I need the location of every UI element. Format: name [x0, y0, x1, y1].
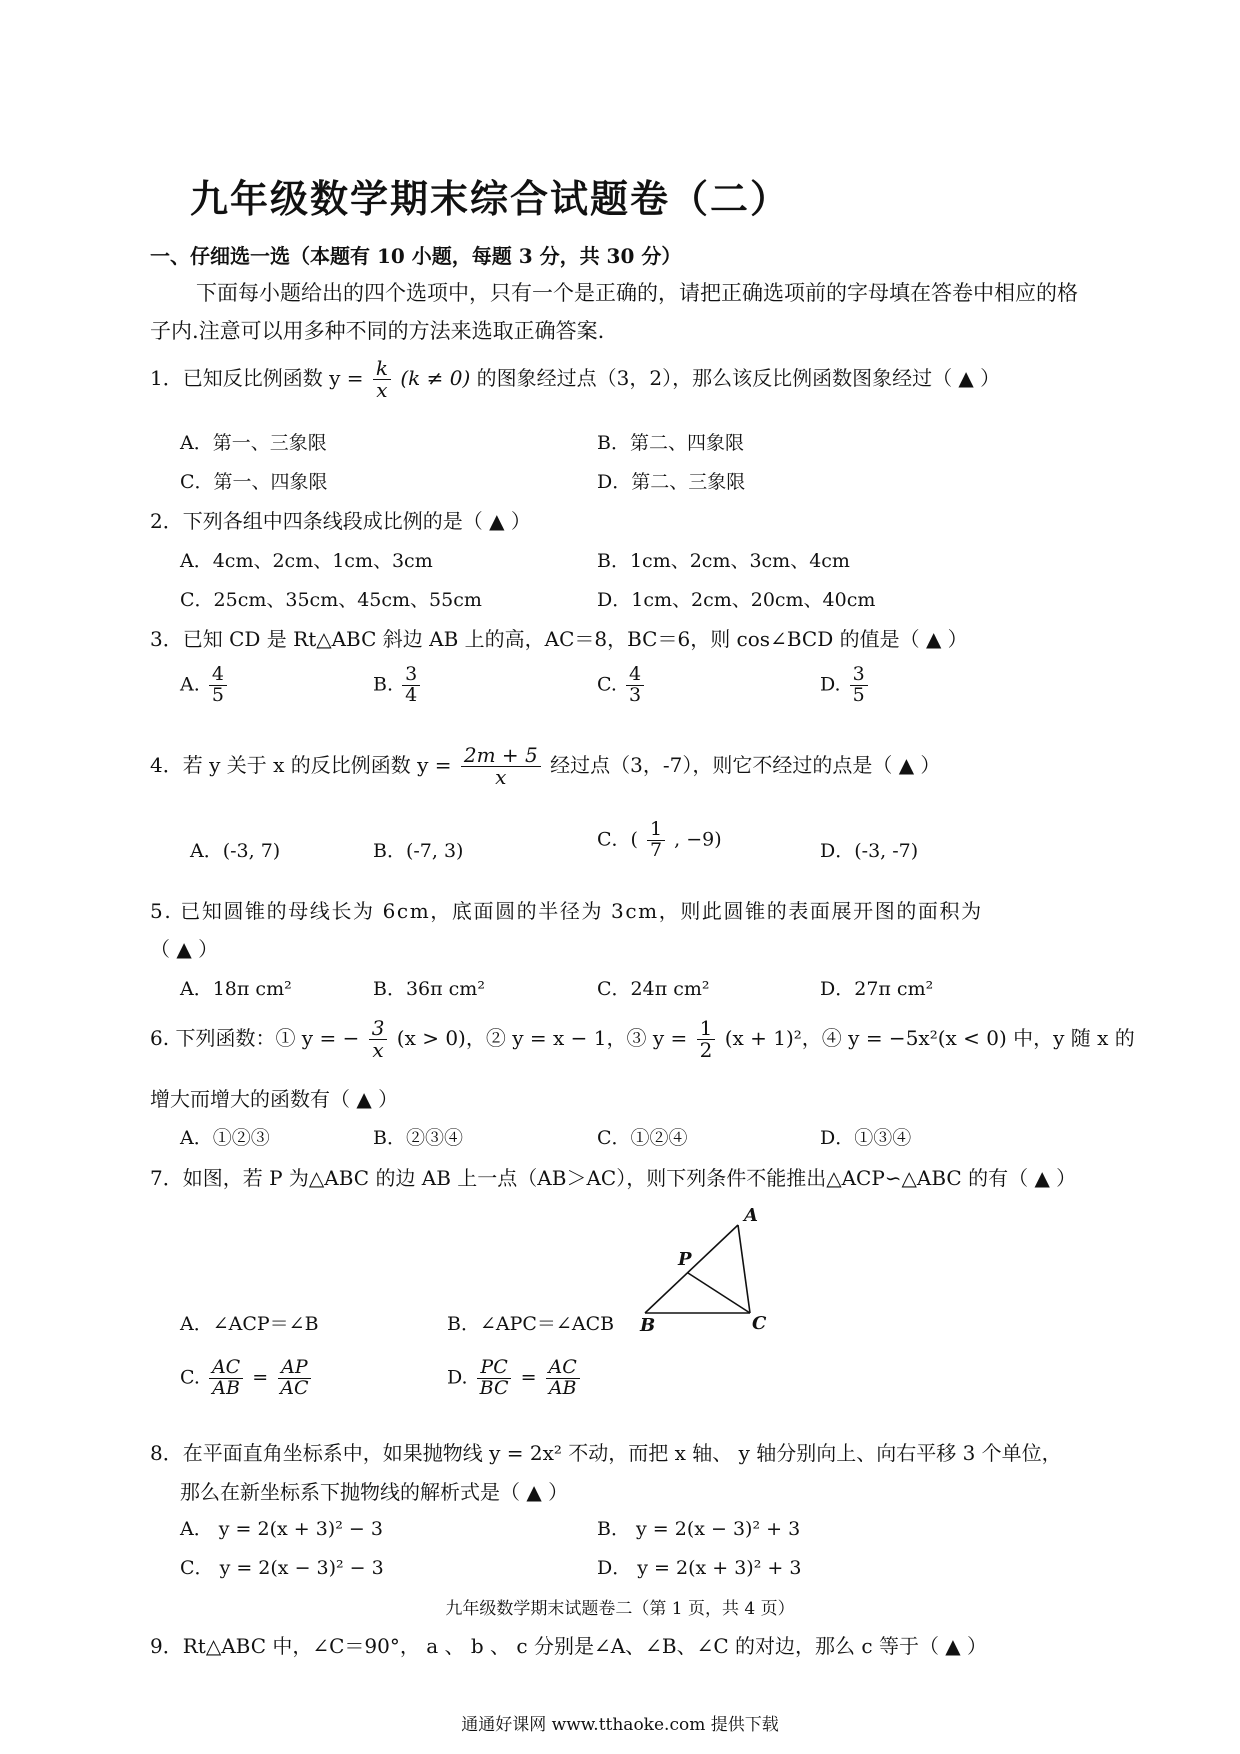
question-2: 2．下列各组中四条线段成比例的是（ ▲ ） [150, 509, 531, 533]
q7-option-c [180, 1358, 315, 1399]
option-label: D. [447, 1366, 468, 1389]
q4-option-a: A．(-3, 7) [190, 840, 281, 862]
segment-pc [688, 1273, 750, 1313]
frac-denominator: 2 [699, 1038, 713, 1062]
page-footer: 九年级数学期末试题卷二（第 1 页，共 4 页） [445, 1599, 795, 1619]
question-6-part1: 6. 下列函数：① y = − [150, 1026, 360, 1050]
q3-option-d [820, 665, 871, 706]
frac-denominator: 5 [211, 683, 224, 706]
q8-option-a: A． y = 2(x + 3)² − 3 [180, 1518, 383, 1540]
q7-option-d [447, 1358, 583, 1399]
q3-option-a [180, 665, 230, 706]
question-6-line2: 增大而增大的函数有（ ▲ ） [150, 1087, 399, 1111]
q2-option-d: D．1cm、2cm、20cm、40cm [597, 589, 876, 611]
question-4-pre: 4．若 y 关于 x 的反比例函数 y = [150, 753, 452, 777]
question-6-part3: (x + 1)²，④ y = −5x²(x < 0) 中，y 随 x 的 [724, 1026, 1135, 1050]
option-label: A. [180, 673, 200, 696]
section-intro-line1: 下面每小题给出的四个选项中，只有一个是正确的，请把正确选项前的字母填在答卷中相应的格 [196, 281, 1078, 305]
vertex-label-p: P [678, 1249, 692, 1270]
frac-numerator: AC [209, 1358, 243, 1379]
option-fraction [626, 665, 644, 706]
source-credit: 通通好课网 www.tthaoke.com 提供下载 [461, 1715, 779, 1735]
question-9: 9．Rt△ABC 中，∠C＝90°， a 、 b 、 c 分别是∠A、∠B、∠C 的对边，那么 c 等于（ ▲ ） [150, 1634, 988, 1658]
question-4-fraction [461, 745, 541, 788]
question-3: 3．已知 CD 是 Rt△ABC 斜边 AB 上的高，AC＝8，BC＝6，则 cos∠BCD 的值是（ ▲ ） [150, 627, 968, 651]
section-intro-line2: 子内.注意可以用多种不同的方法来选取正确答案. [150, 319, 605, 343]
frac-denominator: BC [479, 1376, 509, 1399]
frac-denominator: 7 [650, 838, 663, 861]
frac-denominator: AC [280, 1376, 309, 1399]
q5-option-d: D．27π cm² [820, 978, 934, 1000]
question-1-fraction [373, 358, 391, 401]
frac-numerator: k [373, 358, 391, 380]
option-label: D. [820, 673, 841, 696]
q3-option-c [597, 665, 647, 706]
question-1-post: 的图象经过点（3，2），那么该反比例函数图象经过（ ▲ ） [476, 366, 1001, 390]
q6-option-c: C．①②④ [597, 1127, 688, 1149]
frac-numerator: 2m + 5 [461, 745, 541, 767]
question-8-line1: 8．在平面直角坐标系中，如果抛物线 y = 2x² 不动，而把 x 轴、 y 轴分别向上、向右平移 3 个单位， [150, 1441, 1062, 1465]
q8-option-b: B． y = 2(x − 3)² + 3 [597, 1518, 801, 1540]
option-fraction [209, 665, 227, 706]
q2-option-b: B．1cm、2cm、3cm、4cm [597, 550, 850, 572]
frac-numerator: 4 [626, 665, 644, 686]
section-heading: 一、仔细选一选（本题有 10 小题，每题 3 分，共 30 分） [150, 244, 682, 268]
q8-option-d: D． y = 2(x + 3)² + 3 [597, 1557, 802, 1579]
option-fraction-left [209, 1358, 243, 1399]
vertex-label-c: C [752, 1313, 767, 1334]
frac-numerator: AP [278, 1358, 311, 1379]
option-fraction-right [546, 1358, 580, 1399]
option-label: C. [597, 673, 617, 696]
question-5-line1: 5. 已知圆锥的母线长为 6cm，底面圆的半径为 3cm，则此圆锥的表面展开图的面积为 [150, 899, 983, 923]
option-label: C．( [597, 828, 638, 851]
question-5-line2: （ ▲ ） [150, 937, 219, 961]
frac-denominator: x [495, 765, 507, 789]
q7-option-b: B．∠APC＝∠ACB [447, 1313, 615, 1335]
q6-option-a: A．①②③ [180, 1127, 270, 1149]
frac-denominator: 4 [405, 683, 418, 706]
option-fraction [647, 820, 665, 861]
option-tail: , −9) [674, 828, 722, 851]
option-fraction-right [277, 1358, 311, 1399]
question-7: 7．如图，若 P 为△ABC 的边 AB 上一点（AB＞AC），则下列条件不能推出△ACP∽△ABC 的有（ ▲ ） [150, 1166, 1077, 1190]
q3-option-b [373, 665, 423, 706]
q6-option-d: D．①③④ [820, 1127, 912, 1149]
frac-numerator: 3 [402, 665, 420, 686]
vertex-label-a: A [744, 1205, 758, 1226]
q4-option-c [597, 820, 722, 861]
question-6-part2: (x > 0)，② y = x − 1，③ y = [396, 1026, 688, 1050]
q1-option-c: C．第一、四象限 [180, 471, 328, 493]
option-fraction-left [477, 1358, 512, 1399]
question-4-post: 经过点（3，-7），则它不经过的点是（ ▲ ） [550, 753, 941, 777]
q2-option-a: A．4cm、2cm、1cm、3cm [180, 550, 433, 572]
question-6-fraction-2 [697, 1018, 716, 1061]
frac-numerator: 1 [697, 1018, 716, 1040]
question-4 [150, 745, 940, 788]
frac-denominator: AB [212, 1376, 240, 1399]
frac-denominator: x [372, 1038, 384, 1062]
q1-option-d: D．第二、三象限 [597, 471, 746, 493]
frac-numerator: 1 [647, 820, 665, 841]
q1-option-b: B．第二、四象限 [597, 432, 744, 454]
vertex-label-b: B [640, 1315, 656, 1336]
q4-option-d: D．(-3, -7) [820, 840, 919, 862]
triangle-figure [640, 1205, 780, 1335]
question-8-line2: 那么在新坐标系下抛物线的解析式是（ ▲ ） [180, 1480, 569, 1504]
option-fraction [402, 665, 420, 706]
question-6-line1 [150, 1018, 1135, 1061]
frac-numerator: 3 [369, 1018, 388, 1040]
q2-option-c: C．25cm、35cm、45cm、55cm [180, 589, 482, 611]
q4-option-b: B．(-7, 3) [373, 840, 464, 862]
question-6-fraction-1 [369, 1018, 388, 1061]
q7-option-a: A．∠ACP＝∠B [180, 1313, 319, 1335]
question-1 [150, 358, 1000, 401]
frac-denominator: x [376, 378, 388, 402]
frac-denominator: AB [548, 1376, 577, 1399]
option-fraction [850, 665, 868, 706]
frac-denominator: 3 [628, 683, 642, 706]
page-title: 九年级数学期末综合试题卷（二） [190, 176, 791, 221]
q5-option-c: C．24π cm² [597, 978, 710, 1000]
q5-option-a: A．18π cm² [180, 978, 292, 1000]
frac-numerator: PC [477, 1358, 510, 1379]
equals-sign: = [520, 1366, 537, 1389]
question-1-pre: 1．已知反比例函数 y = [150, 366, 364, 390]
frac-numerator: 3 [850, 665, 868, 686]
equals-sign: = [252, 1366, 269, 1389]
q5-option-b: B．36π cm² [373, 978, 485, 1000]
frac-denominator: 5 [852, 683, 865, 706]
q1-option-a: A．第一、三象限 [180, 432, 327, 454]
q6-option-b: B．②③④ [373, 1127, 463, 1149]
frac-numerator: AC [546, 1358, 580, 1379]
option-label: B. [373, 673, 394, 696]
side-ac [738, 1225, 750, 1313]
option-label: C. [180, 1366, 200, 1389]
q8-option-c: C． y = 2(x − 3)² − 3 [180, 1557, 384, 1579]
question-1-condition: (k ≠ 0) [400, 366, 471, 390]
frac-numerator: 4 [209, 665, 227, 686]
